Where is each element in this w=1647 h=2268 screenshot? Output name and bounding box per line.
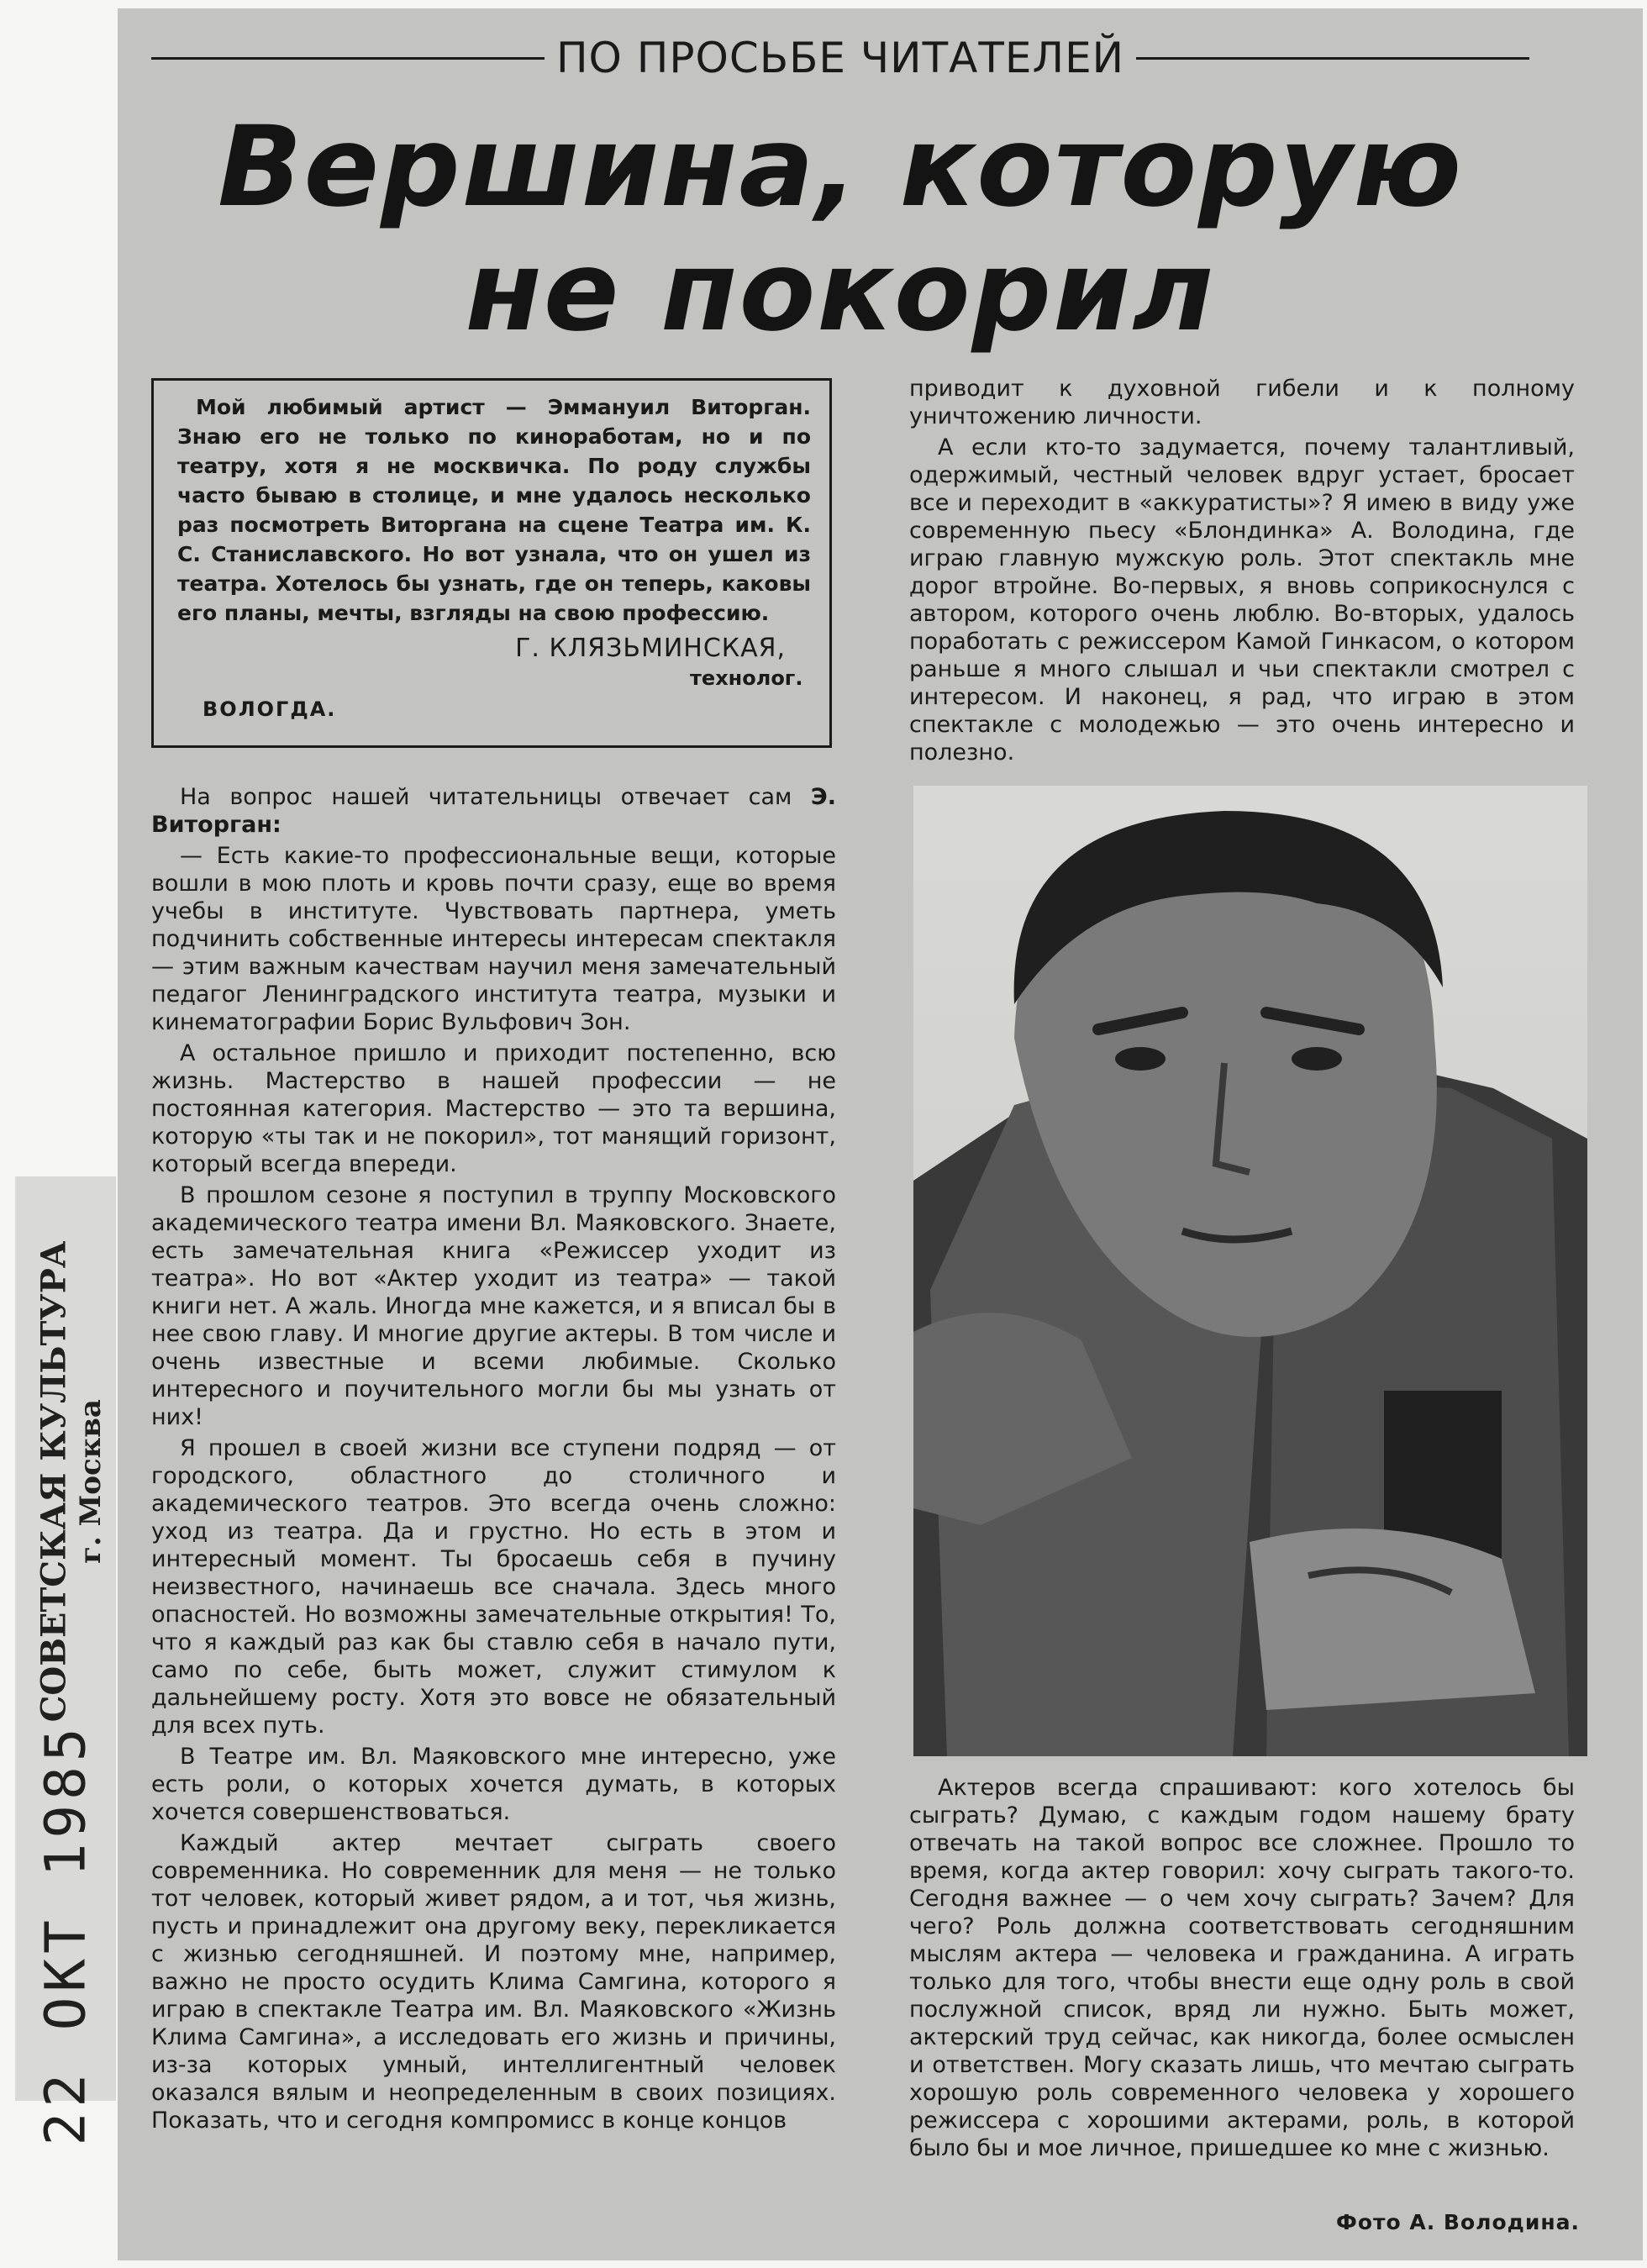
headline [151,105,1529,354]
reader-letter-city: ВОЛОГДА. [203,697,337,721]
headline-line-1: Вершина, которую [217,103,1463,232]
article-paragraph: А если кто-то задумается, почему талантливый, одержимый, честный человек вдруг устает, бросает все и переходит в «аккуратисты»? Я имею в виду уже современную пьесу «Блондинка» А. Володина, где играю главную мужскую роль. Этот спектакль мне дорог втройне. Во-первых, я вновь соприкоснулся с автором, которого очень люблю. Во-вторых, удалось поработать с режиссером Камой Гинкасом, о котором раньше я много слышал и чьи спектакли смотрел с интересом. И наконец, я рад, что играю в этом спектакле с молодежью — это очень интересно и полезно. [909,434,1575,766]
stamp-city: г. Москва [74,1399,108,1564]
stamp-date: 22 ОКТ 1985 [33,1723,98,2146]
rubric-rule-left [151,57,545,60]
article-column-right-top [909,375,1575,770]
article-intro [151,783,836,839]
article-paragraph: В Театре им. Вл. Маяковского мне интересно, уже есть роли, о которых хочется думать, в которых хочется совершенствоваться. [151,1744,836,1825]
rubric-header [151,32,1529,84]
article-intro-name: Э. Виторган: [151,784,836,838]
archive-stamp [15,1176,116,2146]
rubric-label: ПО ПРОСЬБЕ ЧИТАТЕЛЕЙ [555,34,1125,82]
reader-letter-signature: Г. КЛЯЗЬМИНСКАЯ, [515,634,786,663]
article-intro-text: На вопрос нашей читательницы отвечает сам [180,784,792,810]
reader-letter-text: Мой любимый артист — Эммануил Виторган. Знаю его не только по киноработам, но и по театру, хотя я не москвичка. По роду службы часто бываю в столице, и мне удалось несколько раз посмотреть Виторгана на сцене Театра им. К. С. Станиславского. Но вот узнала, что он ушел из театра. Хотелось бы узнать, где он теперь, каковы его планы, мечты, взгляды на свою профессию. [177,395,811,625]
article-column-right-bottom [909,1774,1575,2165]
portrait-illustration [913,786,1587,1756]
reader-letter-role: технолог. [690,666,803,690]
portrait-photo [913,786,1587,1756]
article-column-left [151,783,836,2138]
article-paragraph: приводит к духовной гибели и к полному уничтожению личности. [909,376,1575,429]
rubric-rule-right [1136,57,1529,60]
article-paragraph: А остальное пришло и приходит постепенно, всю жизнь. Мастерство в нашей профессии — не постоянная категория. Мастерство — это та вершина, которую «ты так и не покорил», тот манящий горизонт, который всегда впереди. [151,1040,836,1177]
stamp-newspaper-name: СОВЕТСКАЯ КУЛЬТУРА [34,1240,74,1723]
reader-letter-box [151,378,832,748]
article-paragraph: — Есть какие-то профессиональные вещи, которые вошли в мою плоть и кровь почти сразу, еще во время учебы в институте. Чувствовать партнера, уметь подчинить собственные интересы интересам спектакля — этим важным качествам научил меня замечательный педагог Ленинградского института театра, музыки и кинематографии Борис Вульфович Зон. [151,843,836,1035]
article-paragraph: Я прошел в своей жизни все ступени подряд — от городского, областного до столичного и академического театров. Это всегда очень сложно: уход из театра. Да и грустно. Но есть в этом и интересный момент. Ты бросаешь себя в пучину неизвестного, начинаешь все сначала. Здесь много опасностей. Но возможны замечательные открытия! То, что я каждый раз как бы ставлю себя в начало пути, само по себе, быть может, служит стимулом к дальнейшему росту. Хотя это вовсе не обязательный для всех путь. [151,1435,836,1739]
article-paragraph: Актеров всегда спрашивают: кого хотелось бы сыграть? Думаю, с каждым годом нашему брату отвечать на такой вопрос все сложнее. Прошло то время, когда актер говорил: хочу сыграть такого-то. Сегодня важнее — о чем хочу сыграть? Зачем? Для чего? Роль должна соответствовать сегодняшним мыслям актера — человека и гражданина. А играть только для того, чтобы внести еще одну роль в свой послужной список, вряд ли нужно. Быть может, актерский труд сейчас, как никогда, более осмыслен и ответствен. Могу сказать лишь, что мечтаю сыграть хорошую роль современного человека у хорошего режиссера с хорошими актерами, роль, в которой было бы и мое личное, пришедшее ко мне с жизнью. [909,1775,1575,2161]
photo-credit: Фото А. Володина. [1336,2210,1580,2234]
article-paragraph: Каждый актер мечтает сыграть своего современника. Но современник для меня — не только тот человек, который живет рядом, а и тот, чья жизнь, пусть и принадлежит она другому веку, перекликается с жизнью сегодняшней. И поэтому мне, например, важно не просто осудить Клима Самгина, которого я играю в спектакле Театра им. Вл. Маяковского «Жизнь Клима Самгина», а исследовать его жизнь и причины, из-за которых умный, интеллигентный человек оказался вялым и неопределенным в своих позициях. Показать, что и сегодня компромисс в конце концов [151,1830,836,2134]
article-paragraph: В прошлом сезоне я поступил в труппу Московского академического театра имени Вл. Маяковского. Знаете, есть замечательная книга «Режиссер уходит из театра». Но вот «Актер уходит из театра» — такой книги нет. А жаль. Иногда мне кажется, и я вписал бы в нее свою главу. И многие другие актеры. В том числе и очень известные и всеми любимые. Сколько интересного и поучительного могли бы мы узнать от них! [151,1182,836,1430]
headline-line-2: не покорил [465,227,1216,356]
